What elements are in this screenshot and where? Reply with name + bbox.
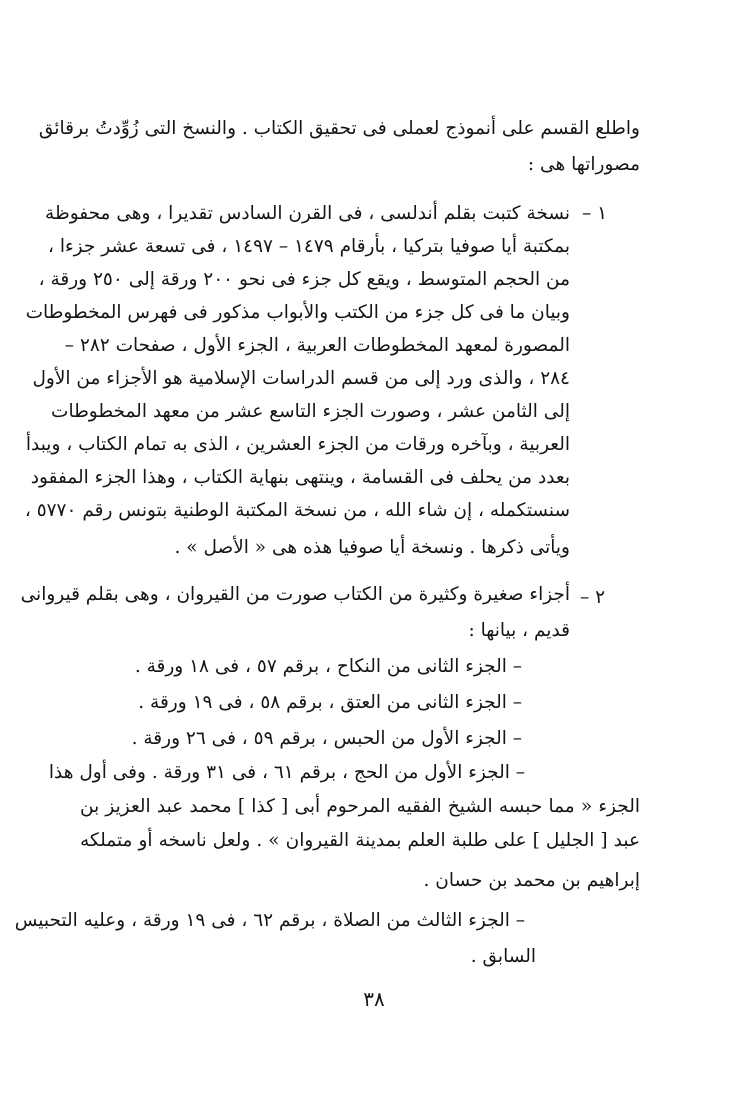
hajj-line-1: – الجزء الأول من الحج ، برقم ٦١ ، فى ٣١ ورقة . وفى أول هذا <box>48 762 525 783</box>
sublist-line-3: – الجزء الأول من الحبس ، برقم ٥٩ ، فى ٢٦ ورقة . <box>131 728 522 749</box>
item-1-line-11: ويأتى ذكرها . ونسخة أيا صوفيا هذه هى « الأصل » . <box>174 537 570 558</box>
item-2-marker: ٢ – <box>580 587 606 608</box>
hajj-line-4: إبراهيم بن محمد بن حسان . <box>423 870 640 891</box>
intro-line-1: واطلع القسم على أنموذج لعملى فى تحقيق الكتاب . والنسخ التى زُوِّدتُ برقائق <box>38 118 640 139</box>
intro-line-2: مصوراتها هى : <box>527 154 640 175</box>
item-2-line-1: أجزاء صغيرة وكثيرة من الكتاب صورت من القيروان ، وهى بقلم قيروانى <box>20 584 570 605</box>
salat-line-2: السابق . <box>470 946 536 967</box>
item-1-line-8: العربية ، وبآخره ورقات من الجزء العشرين ، الذى به تمام الكتاب ، ويبدأ <box>25 434 570 455</box>
item-1-line-1: نسخة كتبت بقلم أندلسى ، فى القرن السادس تقديرا ، وهى محفوظة <box>45 203 570 224</box>
item-1-line-3: من الحجم المتوسط ، ويقع كل جزء فى نحو ٢٠٠ ورقة إلى ٢٥٠ ورقة ، <box>38 269 570 290</box>
item-1-line-9: بعدد من يحلف فى القسامة ، وينتهى بنهاية الكتاب ، وهذا الجزء المفقود <box>30 467 570 488</box>
item-1-line-2: بمكتبة أيا صوفيا بتركيا ، بأرقام ١٤٧٩ – ١٤٩٧ ، فى تسعة عشر جزءا ، <box>47 236 570 257</box>
item-1-marker: ١ – <box>582 203 608 224</box>
item-1-line-6: ٢٨٤ ، والذى ورد إلى من قسم الدراسات الإسلامية هو الأجزاء من الأول <box>32 368 570 389</box>
item-2-line-2: قديم ، بيانها : <box>468 620 570 641</box>
salat-line-1: – الجزء الثالث من الصلاة ، برقم ٦٢ ، فى ١٩ ورقة ، وعليه التحبيس <box>14 910 525 931</box>
item-1-line-7: إلى الثامن عشر ، وصورت الجزء التاسع عشر من معهد المخطوطات <box>51 401 570 422</box>
item-1-line-10: سنستكمله ، إن شاء الله ، من نسخة المكتبة الوطنية بتونس رقم ٥٧٧٠ ، <box>24 500 570 521</box>
item-1-line-4: وبيان ما فى كل جزء من الكتب والأبواب مذكور فى فهرس المخطوطات <box>25 302 570 323</box>
hajj-line-3: عبد [ الجليل ] على طلبة العلم بمدينة القيروان » . ولعل ناسخه أو متملكه <box>80 830 640 851</box>
sublist-line-2: – الجزء الثانى من العتق ، برقم ٥٨ ، فى ١٩ ورقة . <box>138 692 522 713</box>
item-1-line-5: المصورة لمعهد المخطوطات العربية ، الجزء الأول ، صفحات ٢٨٢ – <box>64 335 570 356</box>
sublist-line-1: – الجزء الثانى من النكاح ، برقم ٥٧ ، فى ١٨ ورقة . <box>134 656 522 677</box>
page-number: ٣٨ <box>363 987 385 1011</box>
hajj-line-2: الجزء « مما حبسه الشيخ الفقيه المرحوم أبى [ كذا ] محمد عبد العزيز بن <box>80 796 640 817</box>
